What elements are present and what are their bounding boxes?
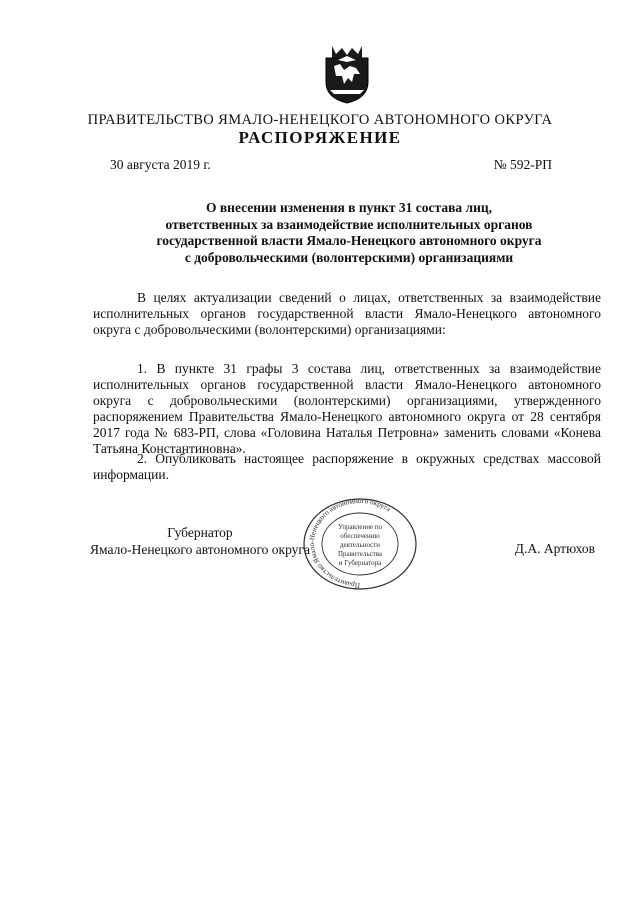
- official-seal-stamp: [301, 497, 419, 591]
- signatory-role: [80, 524, 320, 558]
- seal-center-text: Управление по: [337, 523, 383, 531]
- coat-of-arms-emblem: [322, 44, 372, 104]
- subject-line: О внесении изменения в пункт 31 состава лиц,: [206, 200, 492, 215]
- seal-center-text: деятельности: [339, 541, 381, 549]
- document-date: 30 августа 2019 г.: [110, 157, 211, 172]
- seal-center-text: и Губернатора: [338, 559, 382, 567]
- item-2-paragraph: 2. Опубликовать настоящее распоряжение в окружных средствах массовой информации.: [93, 451, 601, 482]
- subject-line: государственной власти Ямало-Ненецкого автономного округа: [156, 233, 542, 248]
- government-name: ПРАВИТЕЛЬСТВО ЯМАЛО-НЕНЕЦКОГО АВТОНОМНОГО ОКРУГА: [87, 112, 553, 128]
- signatory-name: Д.А. Артюхов: [514, 541, 595, 556]
- signatory-role-line: Губернатор: [167, 525, 233, 540]
- document-type-title: РАСПОРЯЖЕНИЕ: [238, 128, 402, 147]
- seal-center-text: обеспечению: [340, 532, 380, 540]
- document-number: № 592-РП: [493, 157, 552, 172]
- preamble-paragraph: В целях актуализации сведений о лицах, ответственных за взаимодействие исполнительных органов государственной власти Ямало-Ненецкого автономного округа с добровольческими (волонтерскими) организациями:: [93, 290, 601, 337]
- seal-center-text: Правительства: [337, 550, 383, 558]
- seal-ring-text: Правительство Ямало-Ненецкого автономного округа: [308, 497, 392, 590]
- signatory-role-line: Ямало-Ненецкого автономного округа: [90, 542, 310, 557]
- subject-line: с добровольческими (волонтерскими) организациями: [184, 249, 514, 265]
- subject-line: ответственных за взаимодействие исполнительных органов: [165, 216, 533, 232]
- item-1-paragraph: 1. В пункте 31 графы 3 состава лиц, ответственных за взаимодействие исполнительных органов государственной власти Ямало-Ненецкого автономного округа с добровольческими (волонтерскими) организациями, утвержденного распоряжением Правительства Ямало-Ненецкого автономного округа от 28 сентября 2017 года № 683-РП, слова «Головина Наталья Петровна» заменить словами «Конева Татьяна Константиновна».: [93, 361, 601, 456]
- document-subject: [90, 200, 608, 266]
